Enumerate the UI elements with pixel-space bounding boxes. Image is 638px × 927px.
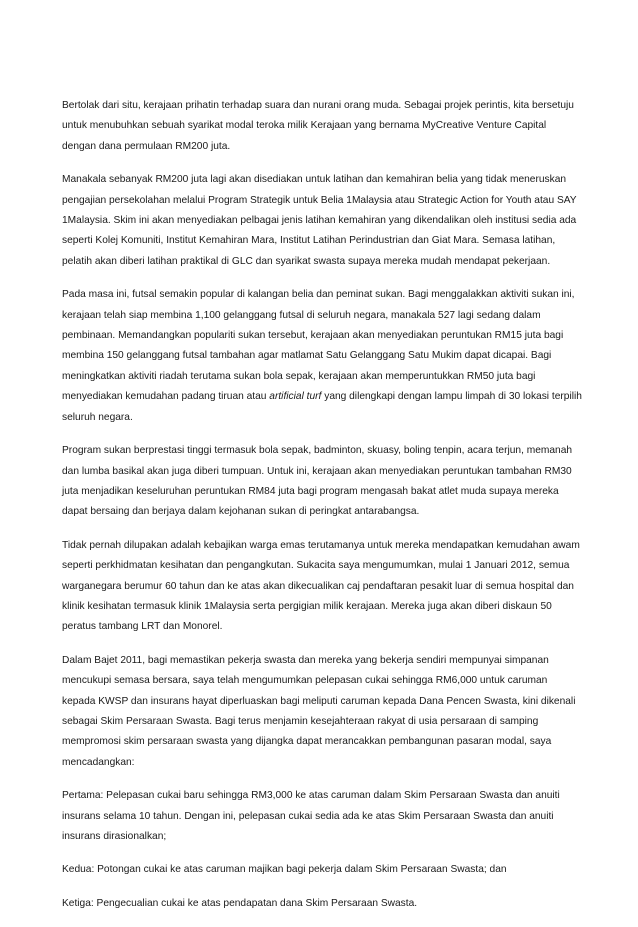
paragraph-say-1malaysia: Manakala sebanyak RM200 juta lagi akan disediakan untuk latihan dan kemahiran belia yang tidak meneruskan pengajian persekolahan melalui Program Strategik untuk Belia 1Malaysia atau Strategic Action for Youth atau SAY 1Malaysia. Skim ini akan menyediakan pelbagai jenis latihan kemahiran yang dikendalikan oleh institusi sedia ada seperti Kolej Komuniti, Institut Kemahiran Mara, Institut Latihan Perindustrian dan Giat Mara. Semasa latihan, pelatih akan diberi latihan praktikal di GLC dan syarikat swasta supaya mereka mudah mendapat pekerjaan.: [62, 174, 577, 267]
paragraph-futsal-part2: yang dilengkapi dengan lampu limpah di 30 lokasi terpilih seluruh negara.: [62, 391, 582, 423]
paragraph-ketiga: Ketiga: Pengecualian cukai ke atas pendapatan dana Skim Persaraan Swasta.: [62, 897, 418, 909]
paragraph-kedua: Kedua: Potongan cukai ke atas caruman majikan bagi pekerja dalam Skim Persaraan Swasta; dan: [62, 864, 507, 876]
document-page: [62, 96, 582, 927]
paragraph-mycreative: Bertolak dari situ, kerajaan prihatin terhadap suara dan nurani orang muda. Sebagai projek perintis, kita bersetuju untuk menubuhkan sebuah syarikat modal teroka milik Kerajaan yang bernama MyCreative Venture Capital dengan dana permulaan RM200 juta.: [62, 100, 574, 152]
paragraph-futsal-part1: Pada masa ini, futsal semakin popular di kalangan belia dan peminat sukan. Bagi menggalakkan aktiviti sukan ini, kerajaan telah siap membina 1,100 gelanggang futsal di seluruh negara, manakala 527 lagi sedang dalam pembinaan. Memandangkan populariti sukan tersebut, kerajaan akan menyediakan peruntukan RM15 juta bagi membina 150 gelanggang futsal tambahan agar matlamat Satu Gelanggang Satu Mukim dapat dicapai. Bagi meningkatkan aktiviti riadah terutama sukan bola sepak, kerajaan akan memperuntukkan RM50 juta bagi menyediakan kemudahan padang tiruan atau: [62, 289, 575, 403]
paragraph-senior-citizens: Tidak pernah dilupakan adalah kebajikan warga emas terutamanya untuk mereka mendapatkan kemudahan awam seperti perkhidmatan kesihatan dan pengangkutan. Sukacita saya mengumumkan, mulai 1 Januari 2012, semua warganegara berumur 60 tahun dan ke atas akan dikecualikan caj pendaftaran pesakit luar di semua hospital dan klinik kesihatan termasuk klinik 1Malaysia serta pergigian milik kerajaan. Mereka juga akan diberi diskaun 50 peratus tambang LRT dan Monorel.: [62, 539, 580, 633]
paragraph-pertama: Pertama: Pelepasan cukai baru sehingga RM3,000 ke atas caruman dalam Skim Persaraan Swasta dan anuiti insurans selama 10 tahun. Dengan ini, pelepasan cukai sedia ada ke atas Skim Persaraan Swasta dan anuiti insurans dirasionalkan;: [62, 790, 560, 842]
paragraph-sports-programme: Program sukan berprestasi tinggi termasuk bola sepak, badminton, skuasy, boling tenpin, acara terjun, memanah dan lumba basikal akan juga diberi tumpuan. Untuk ini, kerajaan akan menyediakan peruntukan tambahan RM30 juta menjadikan keseluruhan peruntukan RM84 juta bagi program mengasah bakat atlet muda supaya mereka dapat bersaing dan berjaya dalam kejohanan sukan di peringkat antarabangsa.: [62, 445, 573, 518]
paragraph-futsal: [62, 285, 582, 428]
paragraph-bajet-2011: Dalam Bajet 2011, bagi memastikan pekerja swasta dan mereka yang bekerja sendiri mempunyai simpanan mencukupi semasa bersara, saya telah mengumumkan pelepasan cukai sehingga RM6,000 untuk caruman kepada KWSP dan insurans hayat diperluaskan bagi meliputi caruman kepada Dana Pencen Swasta, kini dikenali sebagai Skim Persaraan Swasta. Bagi terus menjamin kesejahteraan rakyat di usia persaraan di samping mempromosi skim persaraan swasta yang dijangka dapat merancakkan pembangunan pasaran modal, saya mencadangkan:: [62, 654, 576, 768]
italic-term: artificial turf: [269, 391, 322, 403]
